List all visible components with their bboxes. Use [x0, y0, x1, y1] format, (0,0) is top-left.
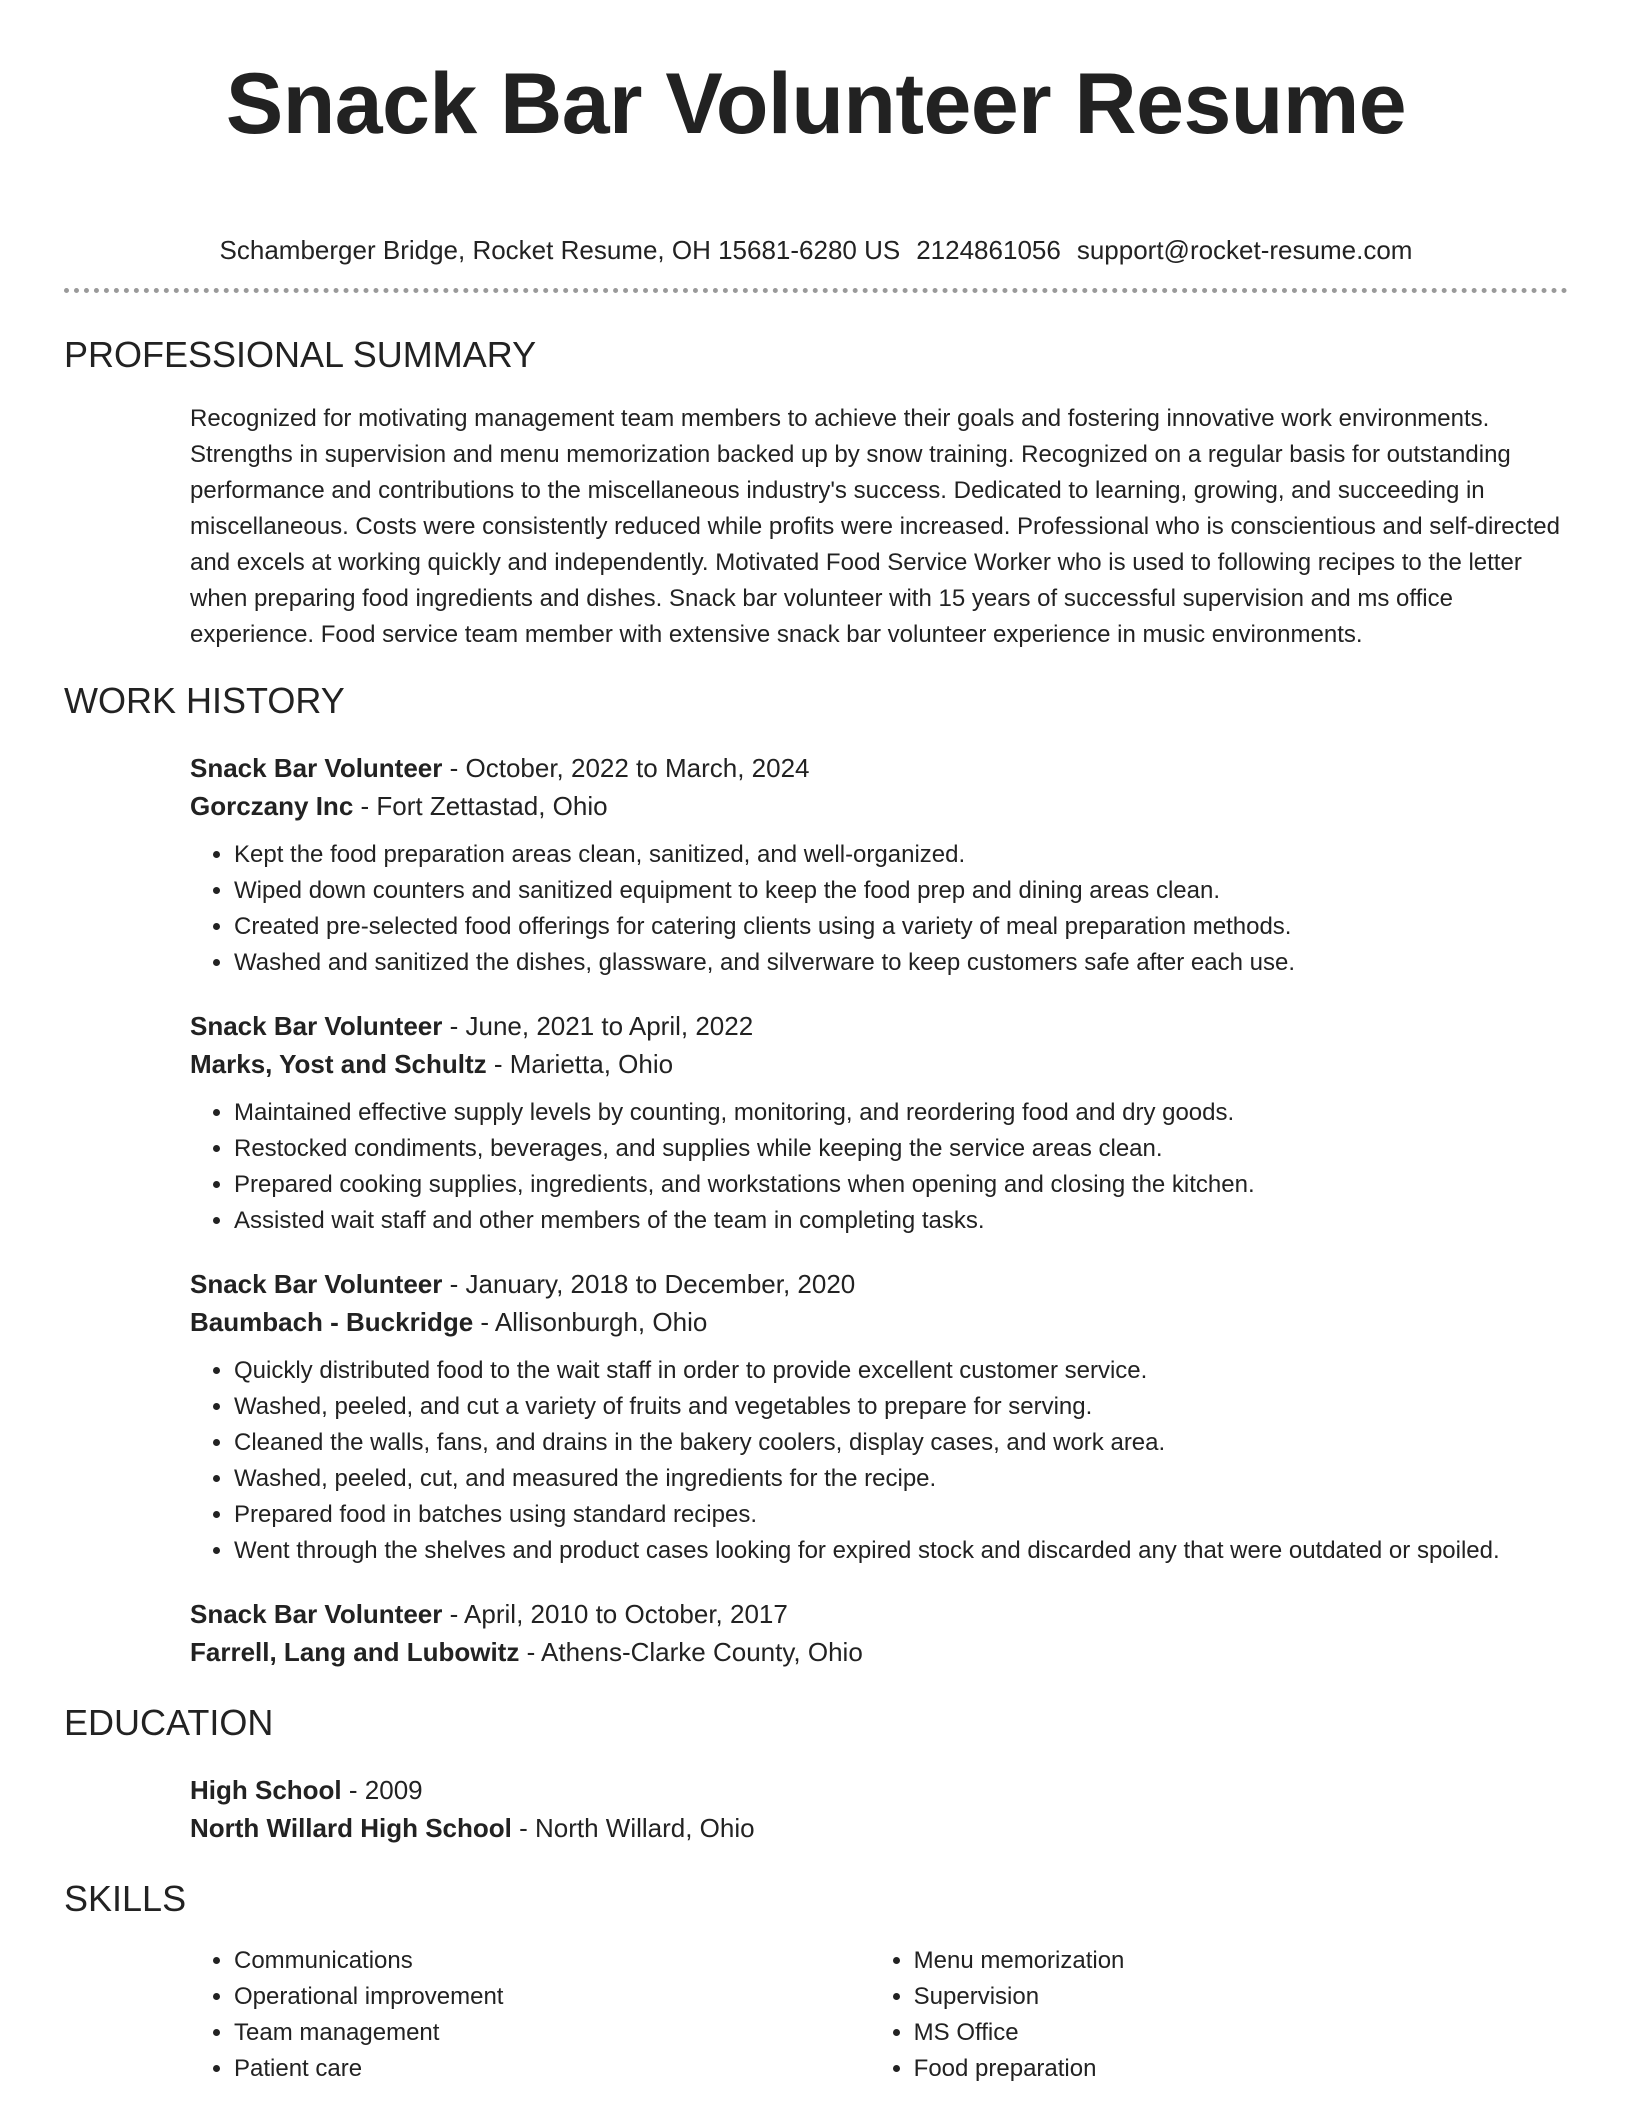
job-role-line [190, 749, 1568, 787]
job-company-line [190, 1045, 1568, 1083]
skill-item: • Patient care [234, 2051, 870, 2087]
job-location: - Fort Zettastad, Ohio [353, 791, 608, 821]
skill-item: • Supervision [914, 1979, 1568, 2015]
skill-item: • Communications [234, 1943, 870, 1979]
skill-item: • Menu memorization [914, 1943, 1568, 1979]
skills-list-right [870, 1943, 1568, 2087]
job-duties-list [190, 1353, 1568, 1569]
job-role-line [190, 1007, 1568, 1045]
job-duty-item: • Washed, peeled, cut, and measured the ingredients for the recipe. [234, 1461, 1568, 1497]
skill-item: • Operational improvement [234, 1979, 870, 2015]
job-company-line [190, 1303, 1568, 1341]
contact-line [64, 234, 1568, 266]
job-dates: - April, 2010 to October, 2017 [442, 1599, 788, 1629]
job-duty-item: • Quickly distributed food to the wait staff in order to provide excellent customer service. [234, 1353, 1568, 1389]
job-role: Snack Bar Volunteer [190, 1011, 443, 1041]
job-dates: - June, 2021 to April, 2022 [442, 1011, 754, 1041]
job-entry [190, 1265, 1568, 1569]
education-degree: High School [190, 1775, 342, 1805]
education-year: - 2009 [341, 1775, 423, 1805]
education-school: North Willard High School [190, 1813, 512, 1843]
job-duty-item: • Restocked condiments, beverages, and supplies while keeping the service areas clean. [234, 1131, 1568, 1167]
skills-section [64, 1877, 1568, 2087]
job-entry [190, 1007, 1568, 1239]
job-duty-item: • Washed and sanitized the dishes, glassware, and silverware to keep customers safe after each use. [234, 945, 1568, 981]
job-duties-list [190, 837, 1568, 981]
job-duty-item: • Assisted wait staff and other members of the team in completing tasks. [234, 1203, 1568, 1239]
contact-email: support@rocket-resume.com [1076, 235, 1413, 265]
education-location: - North Willard, Ohio [511, 1813, 755, 1843]
skills-columns [64, 1943, 1568, 2087]
job-duties-list [190, 1095, 1568, 1239]
job-duty-item: • Washed, peeled, and cut a variety of fruits and vegetables to prepare for serving. [234, 1389, 1568, 1425]
summary-section [64, 333, 1568, 653]
header-divider [64, 288, 1568, 293]
job-duty-item: • Created pre-selected food offerings for catering clients using a variety of meal preparation methods. [234, 909, 1568, 945]
job-duty-item: • Maintained effective supply levels by counting, monitoring, and reordering food and dry goods. [234, 1095, 1568, 1131]
job-company: Farrell, Lang and Lubowitz [190, 1637, 520, 1667]
job-company: Gorczany Inc [190, 791, 354, 821]
job-duty-item: • Prepared cooking supplies, ingredients, and workstations when opening and closing the kitchen. [234, 1167, 1568, 1203]
summary-text: Recognized for motivating management team members to achieve their goals and fostering innovative work environments. Strengths in supervision and menu memorization backed up by snow training. Recognized on a regular basis for outstanding performance and contributions to the miscellaneous industry's success. Dedicated to learning, growing, and succeeding in miscellaneous. Costs were consistently reduced while profits were increased. Professional who is conscientious and self-directed and excels at working quickly and independently. Motivated Food Service Worker who is used to following recipes to the letter when preparing food ingredients and dishes. Snack bar volunteer with 15 years of successful supervision and ms office experience. Food service team member with extensive snack bar volunteer experience in music environments. [190, 405, 1560, 648]
job-duty-item: • Kept the food preparation areas clean, sanitized, and well-organized. [234, 837, 1568, 873]
contact-address: Schamberger Bridge, Rocket Resume, OH 15681-6280 US [219, 235, 901, 265]
job-dates: - October, 2022 to March, 2024 [442, 753, 810, 783]
job-entry [190, 1595, 1568, 1671]
contact-phone: 2124861056 [916, 235, 1061, 265]
job-role-line [190, 1265, 1568, 1303]
skill-item: • Food preparation [914, 2051, 1568, 2087]
job-company: Marks, Yost and Schultz [190, 1049, 487, 1079]
job-dates: - January, 2018 to December, 2020 [442, 1269, 856, 1299]
education-school-line [190, 1809, 1568, 1847]
job-role: Snack Bar Volunteer [190, 1599, 443, 1629]
job-role: Snack Bar Volunteer [190, 753, 443, 783]
work-history-heading: WORK HISTORY [64, 680, 345, 721]
job-duty-item: • Cleaned the walls, fans, and drains in the bakery coolers, display cases, and work area. [234, 1425, 1568, 1461]
job-company-line [190, 1633, 1568, 1671]
education-degree-line [190, 1771, 1568, 1809]
education-section [64, 1701, 1568, 1847]
work-history-section [64, 679, 1568, 1671]
summary-heading: PROFESSIONAL SUMMARY [64, 334, 537, 375]
job-company-line [190, 787, 1568, 825]
education-heading: EDUCATION [64, 1702, 274, 1743]
education-entry [64, 1771, 1568, 1847]
skill-item: • Team management [234, 2015, 870, 2051]
job-location: - Allisonburgh, Ohio [473, 1307, 708, 1337]
resume-title: Snack Bar Volunteer Resume [225, 56, 1407, 152]
job-duty-item: • Went through the shelves and product cases looking for expired stock and discarded any that were outdated or spoiled. [234, 1533, 1568, 1569]
skills-heading: SKILLS [64, 1878, 187, 1919]
job-role-line [190, 1595, 1568, 1633]
job-list [64, 749, 1568, 1671]
skills-list-left [190, 1943, 870, 2087]
job-duty-item: • Wiped down counters and sanitized equipment to keep the food prep and dining areas clean. [234, 873, 1568, 909]
skill-item: • MS Office [914, 2015, 1568, 2051]
job-role: Snack Bar Volunteer [190, 1269, 443, 1299]
job-entry [190, 749, 1568, 981]
job-location: - Athens-Clarke County, Ohio [519, 1637, 863, 1667]
job-location: - Marietta, Ohio [486, 1049, 674, 1079]
job-duty-item: • Prepared food in batches using standard recipes. [234, 1497, 1568, 1533]
job-company: Baumbach - Buckridge [190, 1307, 474, 1337]
